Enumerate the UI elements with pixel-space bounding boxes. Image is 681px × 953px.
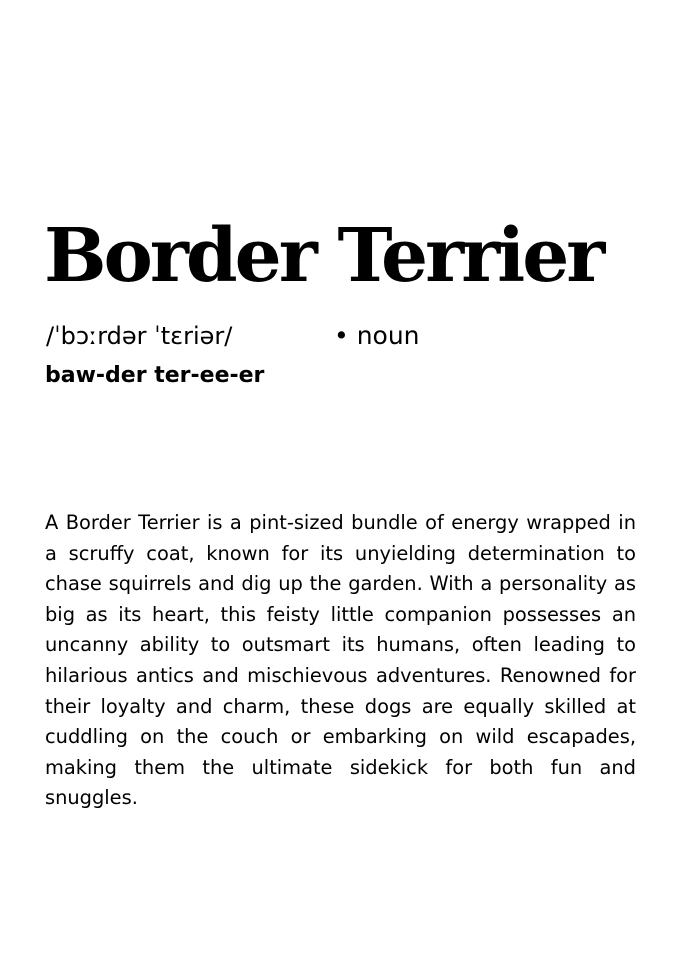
- part-of-speech: • noun: [334, 321, 420, 350]
- definition-text: A Border Terrier is a pint-sized bundle of energy wrapped in a scruffy coat, known for its unyielding determination to chase squirrels and dig up the garden. With a personality as big as its heart, this feisty little companion possesses an uncanny ability to outsmart its humans, often leading to hilarious antics and mischievous adventures. Renowned for their loyalty and charm, these dogs are equally skilled at cuddling on the couch or embarking on wild escapades, making them the ultimate sidekick for both fun and snuggles.: [45, 511, 636, 810]
- entry-title: Border Terrier: [44, 213, 603, 299]
- ipa-pronunciation: /ˈbɔːrdər ˈtɛriər/: [46, 322, 233, 350]
- phonetic-spelling: baw-der ter-ee-er: [45, 363, 265, 388]
